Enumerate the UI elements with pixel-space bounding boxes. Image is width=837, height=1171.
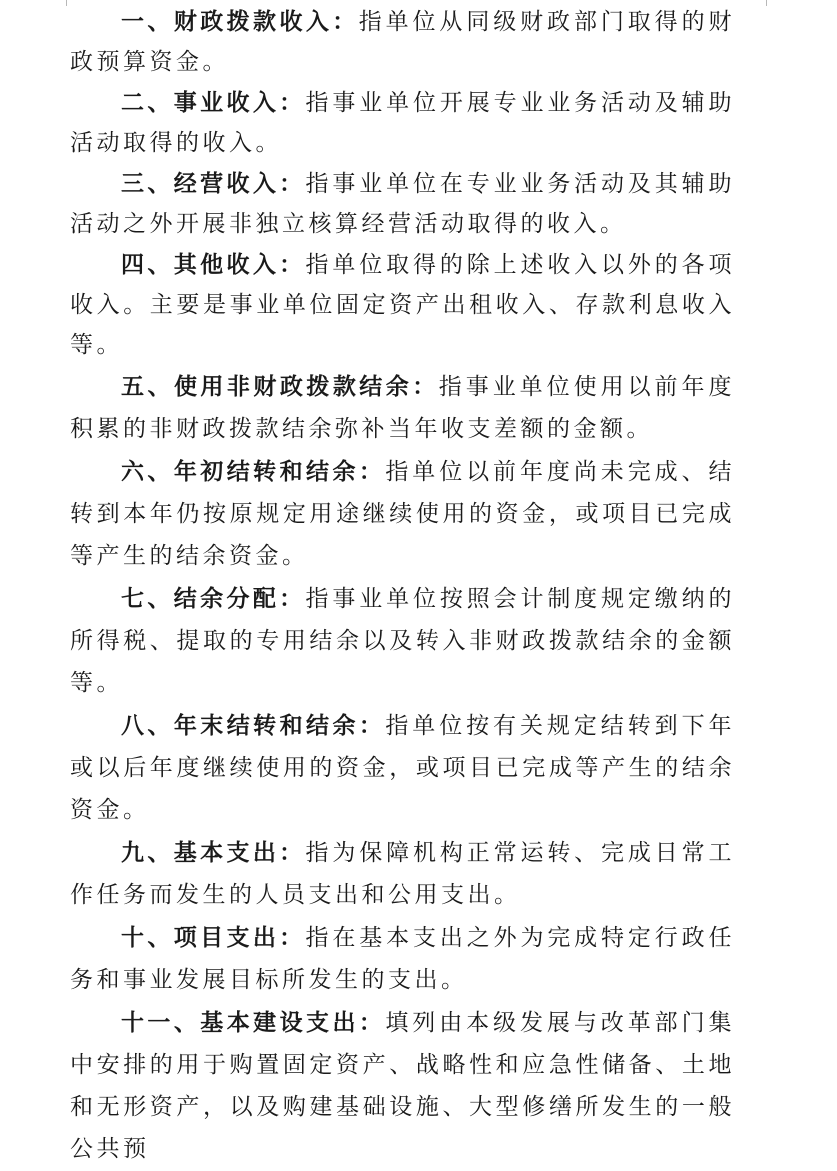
document-body (70, 2, 735, 1171)
term-label: 十、项目支出： (121, 925, 306, 951)
definition-text: 指单位以前年度尚未完成、结转到本年仍按原规定用途继续使用的资金，或项目已完成等产生的结余资金。 (70, 459, 736, 569)
term-label: 七、结余分配： (121, 586, 306, 612)
definition-text: 指在基本支出之外为完成特定行政任务和事业发展目标所发生的支出。 (70, 925, 736, 993)
paragraph-opening-carryover (70, 451, 735, 578)
term-label: 五、使用非财政拨款结余： (121, 374, 439, 400)
term-label: 一、财政拨款收入： (121, 9, 359, 35)
crop-mark-left (66, 0, 67, 6)
term-label: 九、基本支出： (121, 840, 306, 866)
paragraph-surplus-distribution (70, 578, 735, 705)
paragraph-business-income (70, 83, 735, 164)
term-label: 二、事业收入： (121, 90, 306, 116)
definition-text: 指单位按有关规定结转到下年或以后年度继续使用的资金，或项目已完成等产生的结余资金。 (70, 713, 736, 823)
definition-text: 指事业单位开展专业业务活动及辅助活动取得的收入。 (70, 90, 736, 156)
definition-text: 指事业单位在专业业务活动及其辅助活动之外开展非独立核算经营活动取得的收入。 (70, 171, 736, 237)
term-label: 十一、基本建设支出： (121, 1010, 386, 1036)
definition-text: 指为保障机构正常运转、完成日常工作任务而发生的人员支出和公用支出。 (70, 840, 736, 908)
paragraph-fiscal-appropriation-income (70, 2, 735, 83)
definition-text: 指单位从同级财政部门取得的财政预算资金。 (70, 9, 736, 75)
crop-mark-right (766, 0, 767, 6)
definition-text: 指单位取得的除上述收入以外的各项收入。主要是事业单位固定资产出租收入、存款利息收入等。 (70, 252, 736, 358)
paragraph-operating-income (70, 164, 735, 245)
term-label: 六、年初结转和结余： (121, 459, 386, 485)
definition-text: 指事业单位使用以前年度积累的非财政拨款结余弥补当年收支差额的金额。 (70, 374, 736, 442)
paragraph-project-expenditure (70, 917, 735, 1002)
term-label: 八、年末结转和结余： (121, 713, 386, 739)
paragraph-non-fiscal-balance-use (70, 366, 735, 451)
paragraph-closing-carryover (70, 705, 735, 832)
paragraph-basic-expenditure (70, 832, 735, 917)
term-label: 三、经营收入： (121, 171, 306, 197)
paragraph-capital-construction-expenditure (70, 1002, 735, 1171)
definition-text: 指事业单位按照会计制度规定缴纳的所得税、提取的专用结余以及转入非财政拨款结余的金额等。 (70, 586, 736, 696)
paragraph-other-income (70, 245, 735, 366)
term-label: 四、其他收入： (121, 252, 306, 278)
definition-text: 填列由本级发展与改革部门集中安排的用于购置固定资产、战略性和应急性储备、土地和无形资产，以及购建基础设施、大型修缮所发生的一般公共预 (70, 1010, 736, 1162)
